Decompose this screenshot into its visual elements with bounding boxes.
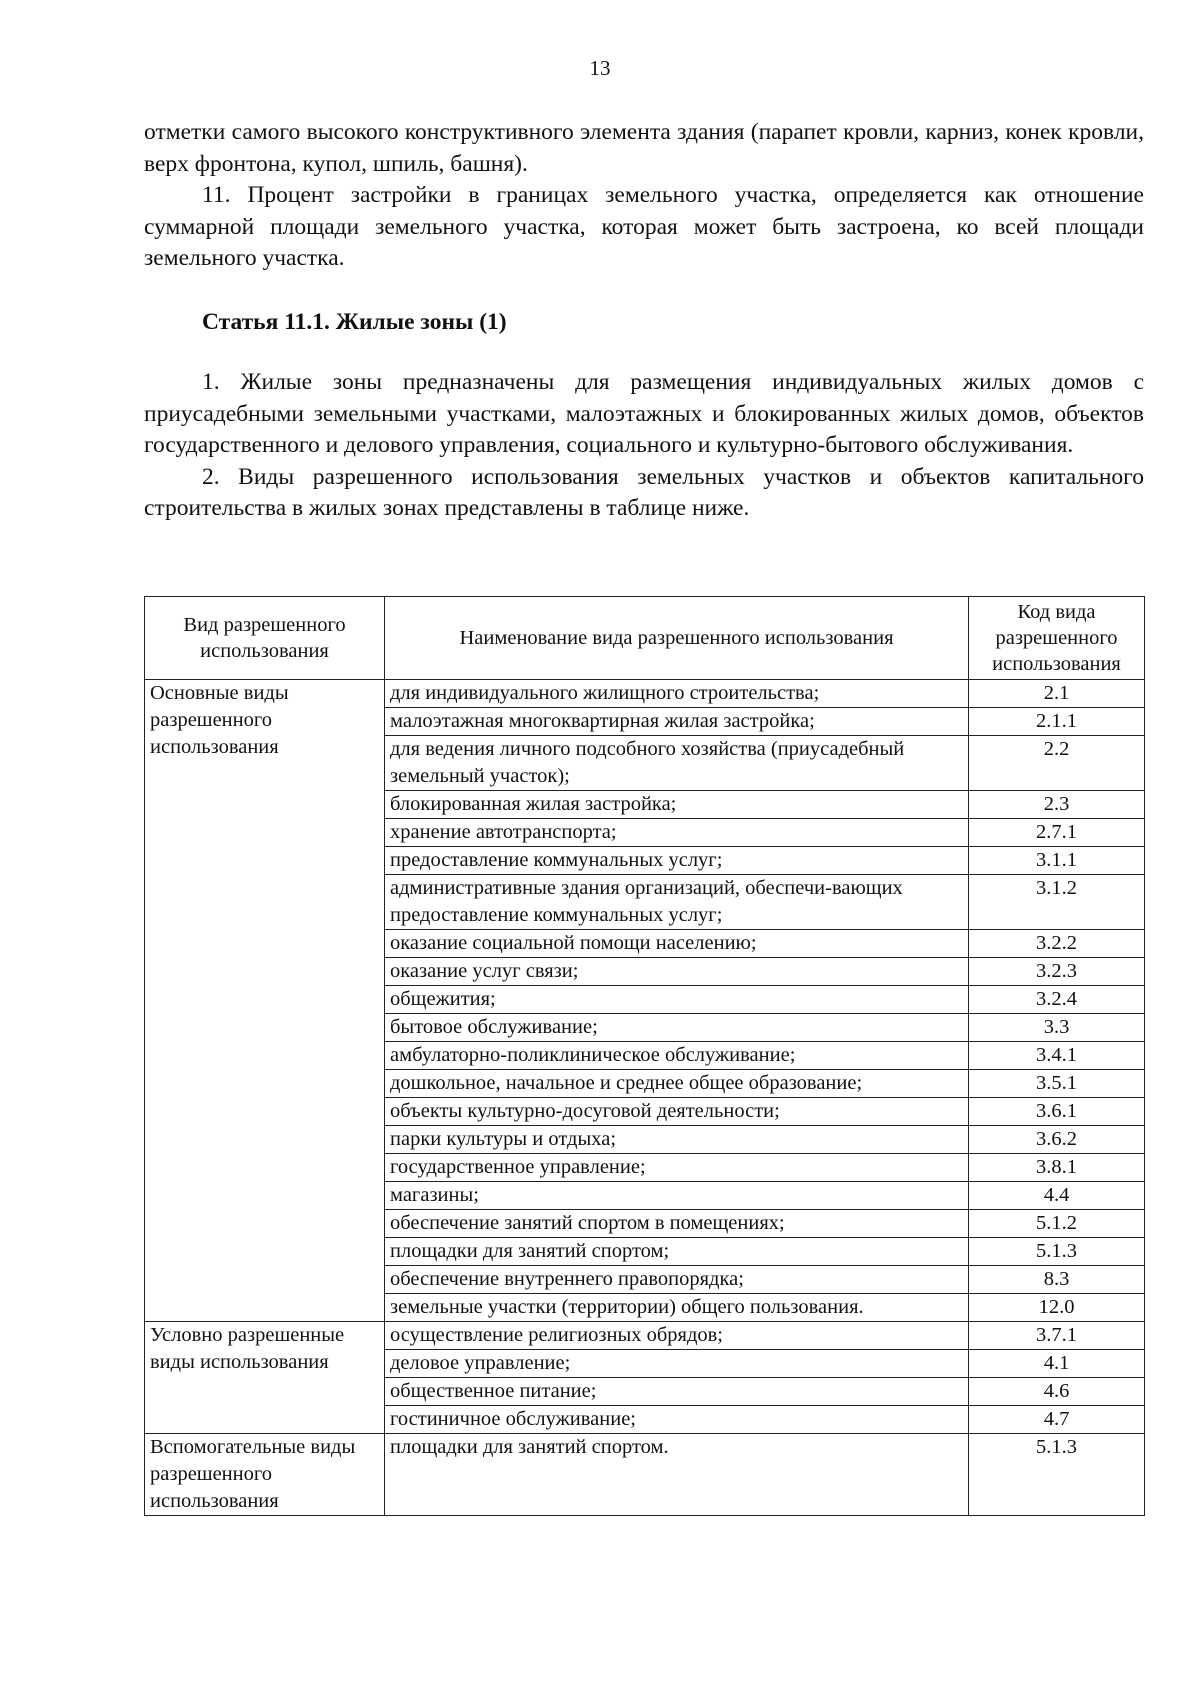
use-code: 3.8.1 bbox=[969, 1154, 1145, 1182]
use-name: оказание социальной помощи населению; bbox=[385, 930, 969, 958]
use-code: 8.3 bbox=[969, 1266, 1145, 1294]
page-number: 13 bbox=[589, 56, 611, 80]
header-name: Наименование вида разрешенного использования bbox=[385, 597, 969, 680]
use-name: бытовое обслуживание; bbox=[385, 1014, 969, 1042]
header-code: Код вида разрешенного использования bbox=[969, 597, 1145, 680]
use-code: 3.2.3 bbox=[969, 958, 1145, 986]
use-name: общежития; bbox=[385, 986, 969, 1014]
use-code: 2.2 bbox=[969, 736, 1145, 791]
use-code: 3.7.1 bbox=[969, 1322, 1145, 1350]
use-code: 3.6.2 bbox=[969, 1126, 1145, 1154]
use-code: 3.4.1 bbox=[969, 1042, 1145, 1070]
use-code: 4.4 bbox=[969, 1182, 1145, 1210]
use-name: осуществление религиозных обрядов; bbox=[385, 1322, 969, 1350]
use-name: амбулаторно-поликлиническое обслуживание; bbox=[385, 1042, 969, 1070]
table-row bbox=[145, 1434, 1145, 1516]
use-name: гостиничное обслуживание; bbox=[385, 1406, 969, 1434]
paragraph-11: 11. Процент застройки в границах земельного участка, определяется как отношение суммарной площади земельного участка, которая может быть застроена, ко всей площади земельного участка. bbox=[144, 182, 1144, 271]
use-code: 3.6.1 bbox=[969, 1098, 1145, 1126]
use-code: 3.2.4 bbox=[969, 986, 1145, 1014]
use-code: 5.1.2 bbox=[969, 1210, 1145, 1238]
use-name: общественное питание; bbox=[385, 1378, 969, 1406]
use-name: малоэтажная многоквартирная жилая застройка; bbox=[385, 708, 969, 736]
intro-text bbox=[144, 117, 1144, 275]
use-name: дошкольное, начальное и среднее общее образование; bbox=[385, 1070, 969, 1098]
use-name: парки культуры и отдыха; bbox=[385, 1126, 969, 1154]
use-code: 5.1.3 bbox=[969, 1434, 1145, 1516]
paragraph-continuation: отметки самого высокого конструктивного элемента здания (парапет кровли, карниз, конек кровли, верх фронтона, купол, шпиль, башня). bbox=[144, 119, 1144, 177]
use-code: 2.1 bbox=[969, 680, 1145, 708]
table-header-row bbox=[145, 597, 1145, 680]
use-name: земельные участки (территории) общего пользования. bbox=[385, 1294, 969, 1322]
use-code: 2.1.1 bbox=[969, 708, 1145, 736]
use-name: обеспечение внутреннего правопорядка; bbox=[385, 1266, 969, 1294]
use-code: 3.5.1 bbox=[969, 1070, 1145, 1098]
header-type: Вид разрешенного использования bbox=[145, 597, 385, 680]
use-code: 4.1 bbox=[969, 1350, 1145, 1378]
group-auxiliary-uses: Вспомогательные виды разрешенного использования bbox=[145, 1434, 385, 1516]
use-name: блокированная жилая застройка; bbox=[385, 791, 969, 819]
land-use-table bbox=[144, 596, 1145, 1516]
article-heading: Статья 11.1. Жилые зоны (1) bbox=[202, 309, 507, 335]
use-name: магазины; bbox=[385, 1182, 969, 1210]
use-code: 3.1.2 bbox=[969, 875, 1145, 930]
use-code: 2.3 bbox=[969, 791, 1145, 819]
use-name: административные здания организаций, обеспечи-вающих предоставление коммунальных услуг; bbox=[385, 875, 969, 930]
use-code: 4.6 bbox=[969, 1378, 1145, 1406]
group-conditional-uses: Условно разрешенные виды использования bbox=[145, 1322, 385, 1434]
use-code: 4.7 bbox=[969, 1406, 1145, 1434]
use-name: предоставление коммунальных услуг; bbox=[385, 847, 969, 875]
use-name: хранение автотранспорта; bbox=[385, 819, 969, 847]
table-row bbox=[145, 680, 1145, 708]
use-code: 3.3 bbox=[969, 1014, 1145, 1042]
use-name: деловое управление; bbox=[385, 1350, 969, 1378]
paragraph-2: 2. Виды разрешенного использования земельных участков и объектов капитального строительства в жилых зонах представлены в таблице ниже. bbox=[144, 463, 1144, 521]
group-main-uses: Основные виды разрешенного использования bbox=[145, 680, 385, 1322]
use-name: обеспечение занятий спортом в помещениях; bbox=[385, 1210, 969, 1238]
use-code: 5.1.3 bbox=[969, 1238, 1145, 1266]
use-code: 2.7.1 bbox=[969, 819, 1145, 847]
use-name: объекты культурно-досуговой деятельности; bbox=[385, 1098, 969, 1126]
use-code: 12.0 bbox=[969, 1294, 1145, 1322]
use-name: государственное управление; bbox=[385, 1154, 969, 1182]
use-name: для ведения личного подсобного хозяйства (приусадебный земельный участок); bbox=[385, 736, 969, 791]
table-body bbox=[145, 680, 1145, 1516]
paragraph-1: 1. Жилые зоны предназначены для размещения индивидуальных жилых домов с приусадебными земельными участками, малоэтажных и блокированных жилых домов, объектов государственного и делового управления, социального и культурно-бытового обслуживания. bbox=[144, 369, 1144, 458]
use-name: площадки для занятий спортом. bbox=[385, 1434, 969, 1516]
use-code: 3.1.1 bbox=[969, 847, 1145, 875]
use-name: площадки для занятий спортом; bbox=[385, 1238, 969, 1266]
use-name: для индивидуального жилищного строительства; bbox=[385, 680, 969, 708]
use-name: оказание услуг связи; bbox=[385, 958, 969, 986]
article-text bbox=[144, 367, 1144, 525]
use-code: 3.2.2 bbox=[969, 930, 1145, 958]
table-row bbox=[145, 1322, 1145, 1350]
